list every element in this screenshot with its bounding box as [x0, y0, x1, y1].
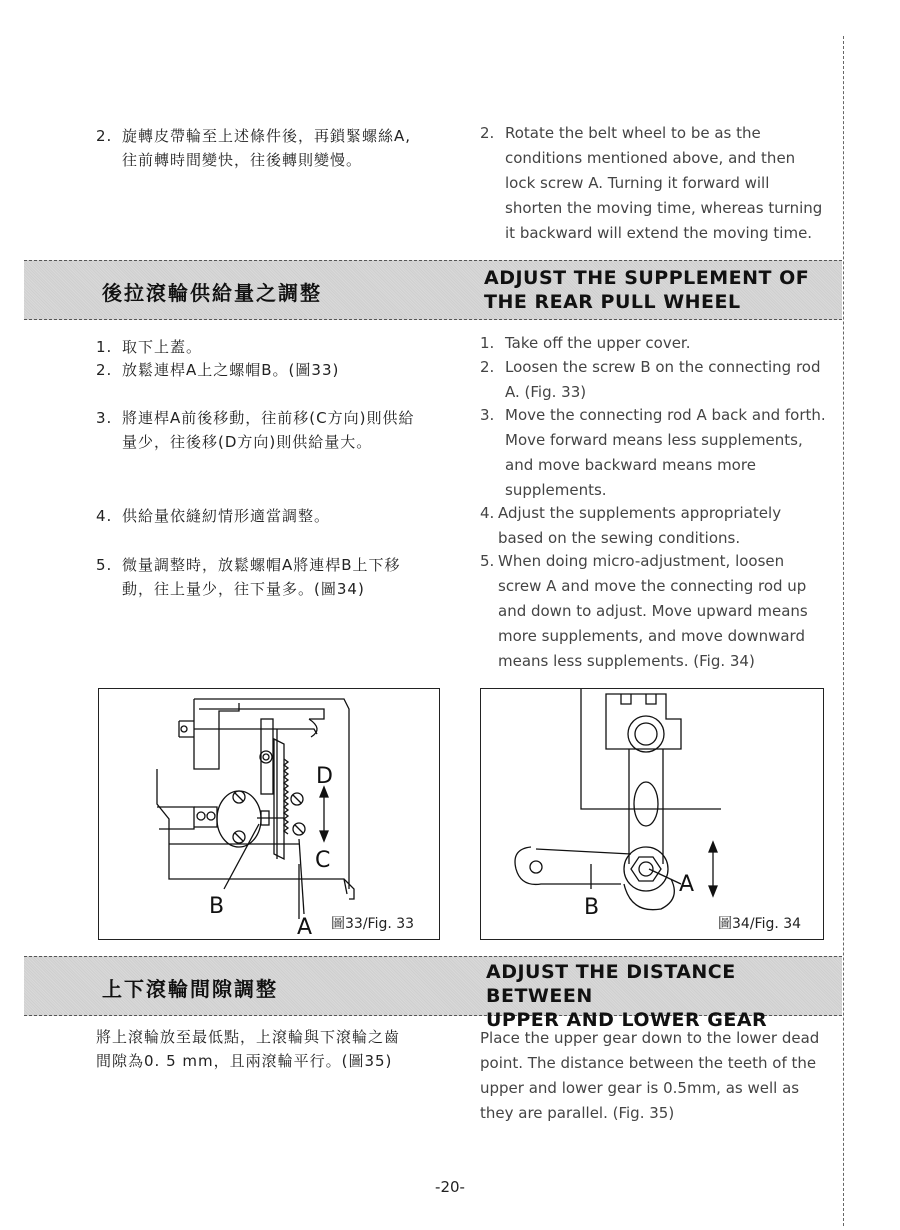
intro-zh-item — [96, 124, 456, 172]
list-number: 1. — [96, 338, 113, 356]
fig34-caption: 圖34/Fig. 34 — [718, 916, 802, 932]
section1-zh-item-3 — [96, 406, 456, 454]
section1-en-item-3 — [480, 403, 830, 503]
section1-zh-item-1 — [96, 335, 456, 359]
list-number: 3. — [480, 406, 495, 424]
section1-header-band — [24, 260, 842, 320]
fig33-label-b: B — [209, 894, 225, 919]
list-number: 4. — [96, 507, 113, 525]
intro-en-item — [480, 121, 830, 246]
section2-header-band — [24, 956, 842, 1031]
figure-33 — [98, 688, 440, 940]
binding-cut-line — [843, 36, 844, 1226]
figure-34 — [480, 688, 824, 940]
page-number: -20- — [435, 1178, 465, 1196]
section1-title-en: ADJUST THE SUPPLEMENT OF THE REAR PULL WHEEL — [484, 267, 810, 313]
section2-title-zh: 上下滾輪間隙調整 — [102, 977, 278, 1001]
list-text: Take off the upper cover. — [505, 334, 691, 352]
section1-en-item-2 — [480, 355, 830, 405]
list-text: Move the connecting rod A back and forth. Move forward means less supplements, and move backward means more supplements. — [505, 406, 826, 499]
list-text: 微量調整時，放鬆螺帽A將連桿B上下移 動，往上量少，往下量多。(圖34) — [122, 556, 401, 598]
list-text: 供給量依縫紉情形適當調整。 — [122, 507, 331, 525]
section2-zh-text: 將上滾輪放至最低點，上滾輪與下滾輪之齒 間隙為0. 5 mm，且兩滾輪平行。(圖35) — [96, 1028, 401, 1070]
list-number: 2. — [480, 358, 495, 376]
section1-zh-item-5 — [96, 553, 456, 601]
list-number: 5. — [480, 552, 495, 570]
intro-zh-text: 旋轉皮帶輪至上述條件後，再鎖緊螺絲A, 往前轉時間變快，往後轉則變慢。 — [122, 127, 412, 169]
fig33-label-a: A — [297, 915, 313, 939]
list-text: When doing micro-adjustment, loosen screw A and move the connecting rod up and down to adjust. Move upward means more supplements, and move downward means less supplements. (Fig. 34) — [498, 552, 808, 670]
list-text: Adjust the supplements appropriately based on the sewing conditions. — [498, 504, 782, 547]
section1-title-zh: 後拉滾輪供給量之調整 — [102, 281, 322, 305]
list-text: 放鬆連桿A上之螺帽B。(圖33) — [122, 361, 340, 379]
list-number: 3. — [96, 409, 113, 427]
list-number: 2. — [96, 361, 113, 379]
section1-en-item-1 — [480, 331, 830, 356]
list-text: Loosen the screw B on the connecting rod A. (Fig. 33) — [505, 358, 821, 401]
fig34-label-b: B — [584, 895, 600, 920]
list-text: 將連桿A前後移動，往前移(C方向)則供給 量少，往後移(D方向)則供給量大。 — [122, 409, 415, 451]
intro-zh-number: 2. — [96, 127, 113, 145]
section1-en-item-5 — [480, 549, 830, 674]
list-number: 1. — [480, 334, 495, 352]
fig33-caption: 圖33/Fig. 33 — [331, 916, 415, 932]
section1-zh-item-4 — [96, 504, 456, 528]
figure-33-drawing — [99, 689, 439, 939]
section1-zh-item-2 — [96, 358, 456, 382]
fig33-label-d: D — [316, 764, 333, 789]
intro-en-text: Rotate the belt wheel to be as the conditions mentioned above, and then lock screw A. Turning it forward will shorten the moving time, whereas turning it backward will extend the moving time. — [505, 124, 823, 242]
list-text: 取下上蓋。 — [122, 338, 203, 356]
figure-34-drawing — [481, 689, 823, 939]
intro-en-number: 2. — [480, 124, 495, 142]
section1-en-item-4 — [480, 501, 830, 551]
section2-title-en: ADJUST THE DISTANCE BETWEEN UPPER AND LOWER GEAR — [486, 961, 768, 1031]
fig33-label-c: C — [315, 848, 331, 873]
section2-en-text: Place the upper gear down to the lower dead point. The distance between the teeth of the upper and lower gear is 0.5mm, as well as they are parallel. (Fig. 35) — [480, 1029, 820, 1122]
fig34-label-a: A — [679, 872, 695, 897]
list-number: 5. — [96, 556, 113, 574]
list-number: 4. — [480, 504, 495, 522]
